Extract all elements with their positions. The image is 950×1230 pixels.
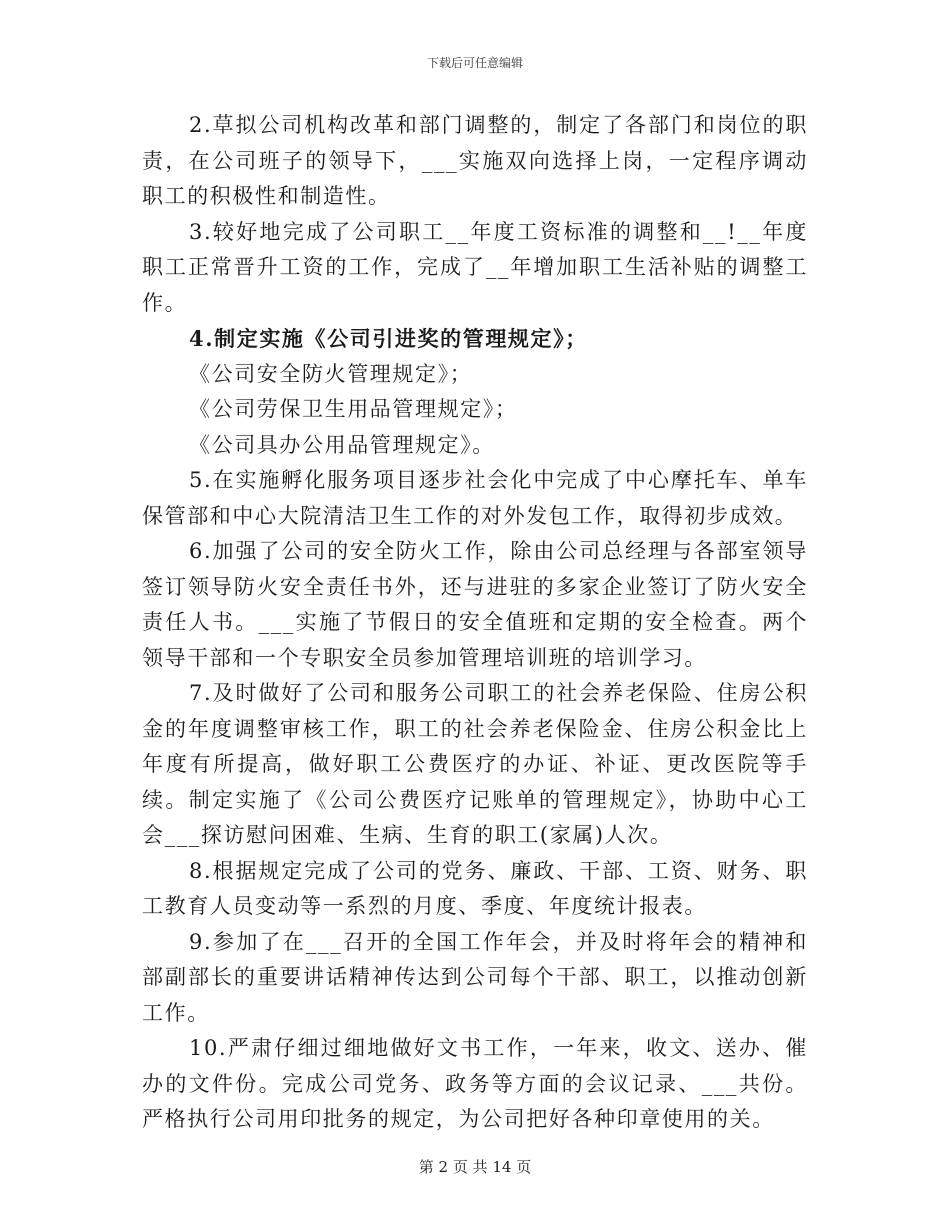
paragraph-item-4-heading: 4.制定实施《公司引进奖的管理规定》； [189,326,588,351]
page-footer: 第 2 页 共 14 页 [418,1158,532,1176]
paragraph-item-3: 3.较好地完成了公司职工__年度工资标准的调整和__!__年度职工正常晋升工资的工作，完成了__年增加职工生活补贴的调整工作。 [142,219,808,315]
paragraph-item-9: 9.参加了在___召开的全国工作年会，并及时将年会的精神和部副部长的重要讲话精神传达到公司每个干部、职工，以推动创新工作。 [142,929,808,1025]
page-header: 下载后可任意编辑 [426,56,523,70]
regulation-fire-safety: 《公司安全防火管理规定》； [189,361,473,386]
paragraph-item-2: 2.草拟公司机构改革和部门调整的，制定了各部门和岗位的职责，在公司班子的领导下，___实施双向选择上岗，一定程序调动职工的积极性和制造性。 [142,113,808,208]
paragraph-item-6: 6.加强了公司的安全防火工作，除由公司总经理与各部室领导签订领导防火安全责任书外，还与进驻的多家企业签订了防火安全责任人书。___实施了节假日的安全值班和定期的安全检查。两个领导干部和一个专职安全员参加管理培训班的培训学习。 [142,539,808,670]
document-body [142,108,808,1138]
paragraph-item-7: 7.及时做好了公司和服务公司职工的社会养老保险、住房公积金的年度调整审核工作，职工的社会养老保险金、住房公积金比上年度有所提高，做好职工公费医疗的办证、补证、更改医院等手续。制定实施了《公司公费医疗记账单的管理规定》，协助中心工会___探访慰问困难、生病、生育的职工(家属)人次。 [142,681,808,847]
paragraph-item-5: 5.在实施孵化服务项目逐步社会化中完成了中心摩托车、单车保管部和中心大院清洁卫生工作的对外发包工作，取得初步成效。 [142,468,808,528]
paragraph-item-10: 10.严肃仔细过细地做好文书工作，一年来，收文、送办、催办的文件份。完成公司党务、政务等方面的会议记录、___共份。严格执行公司用印批务的规定，为公司把好各种印章使用的关。 [142,1036,808,1131]
regulation-labor-protection: 《公司劳保卫生用品管理规定》； [189,397,518,421]
regulation-office-supplies: 《公司具办公用品管理规定》。 [189,432,495,457]
paragraph-item-8: 8.根据规定完成了公司的党务、廉政、干部、工资、财务、职工教育人员变动等一系烈的月度、季度、年度统计报表。 [142,858,808,918]
